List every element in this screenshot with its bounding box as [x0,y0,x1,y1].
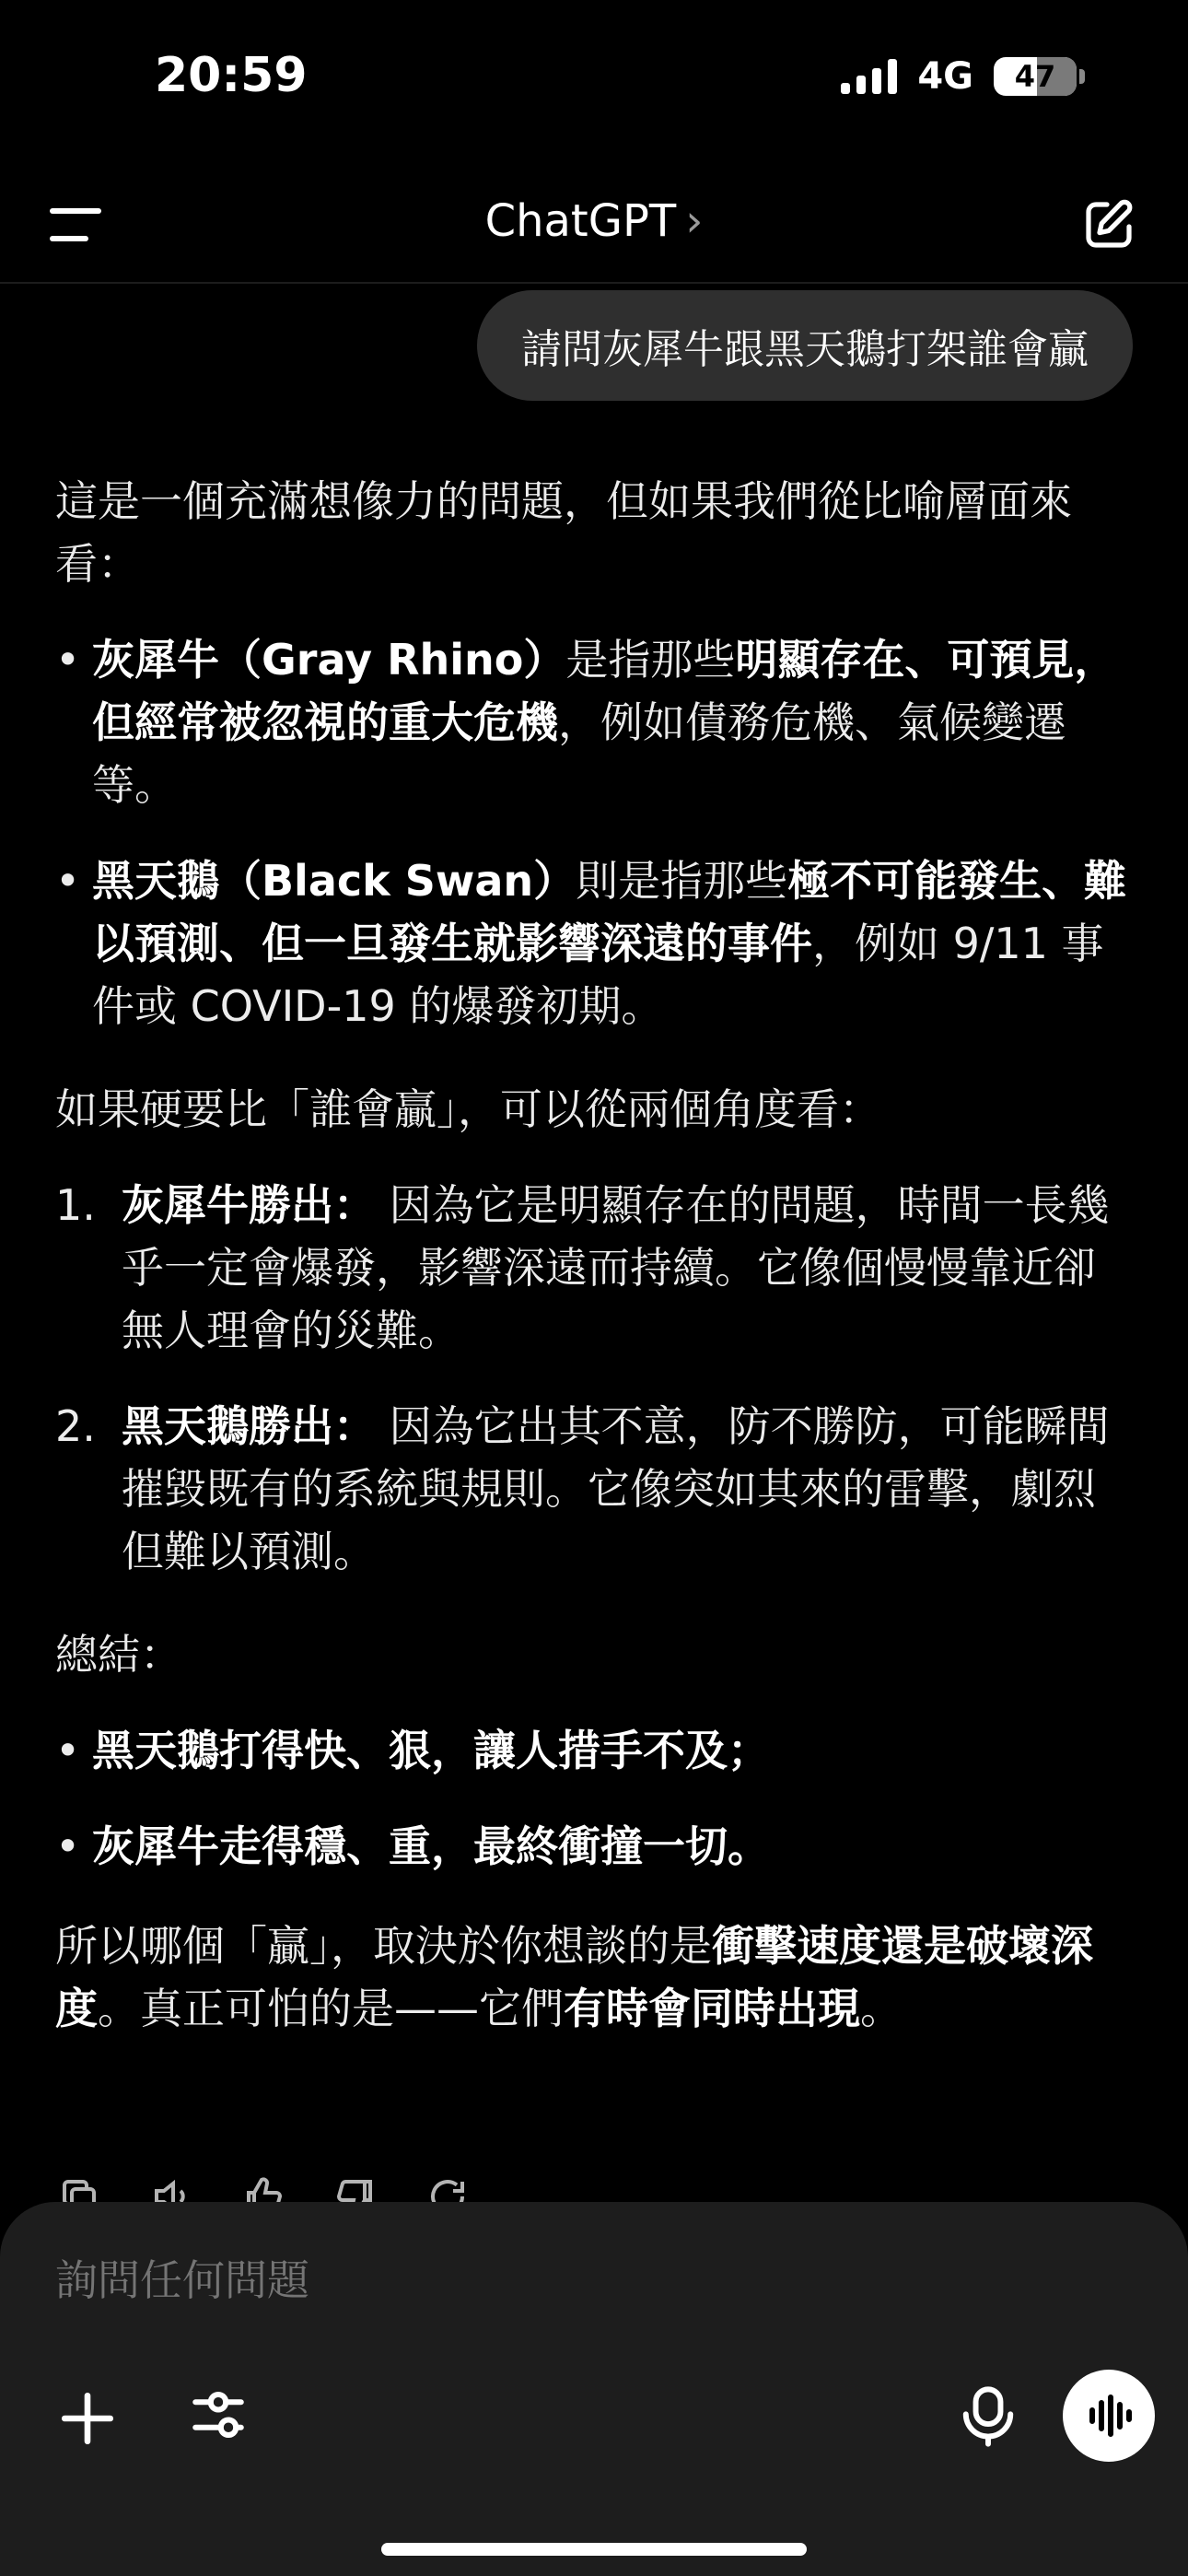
new-chat-icon[interactable] [1079,195,1138,254]
perspective-item: 2. 黑天鵝勝出： 因為它出其不意，防不勝防，可能瞬間摧毀既有的系統與規則。它像突如其來的雷擊，劇烈但難以預測。 [55,1401,1110,1576]
status-time: 20:59 [155,48,308,103]
perspective-item: 1. 灰犀牛勝出： 因為它是明顯存在的問題，時間一長幾乎一定會爆發，影響深遠而持續。它像個慢慢靠近卻無人理會的災難。 [55,1180,1110,1355]
battery-icon [994,57,1085,96]
network-type: 4G [917,55,973,98]
status-indicators [841,55,1085,98]
plus-icon[interactable] [57,2388,118,2449]
chevron-right-icon: › [685,195,704,247]
user-message-bubble: 請問灰犀牛跟黑天鵝打架誰會贏 [477,290,1133,401]
summary-item: • 黑天鵝打得快、狠，讓人措手不及； [55,1719,1133,1782]
definition-item: • 黑天鵝（Black Swan）則是指那些極不可能發生、難以預測、但一旦發生就影響深遠的事件，例如 9/11 事件或 COVID-19 的爆發初期。 [55,849,1133,1037]
battery-level: 47 [1014,59,1056,94]
definition-item: • 灰犀牛（Gray Rhino）是指那些明顯存在、可預見，但經常被忽視的重大危機，例如債務危機、氣候變遷等。 [55,628,1133,816]
waveform-icon [1083,2390,1135,2441]
home-indicator [381,2543,807,2556]
summary-item: • 灰犀牛走得穩、重，最終衝撞一切。 [55,1815,1133,1878]
perspective-list [55,1174,1133,1583]
settings-sliders-icon[interactable] [188,2384,249,2445]
answer-conclusion: 所以哪個「贏」，取決於你想談的是衝擊速度還是破壞深度。真正可怕的是——它們有時會同時出現。 [55,1921,1093,2033]
model-selector[interactable] [0,195,1188,247]
voice-mode-button[interactable] [1063,2370,1155,2462]
header-divider [0,282,1188,284]
definition-list [55,628,1133,1037]
answer-intro: 這是一個充滿想像力的問題，但如果我們從比喻層面來看： [55,476,1072,589]
app-title: ChatGPT [484,195,677,247]
cellular-signal-icon [841,59,897,94]
message-input[interactable] [55,2255,884,2305]
summary-label: 總結： [55,1630,182,1680]
assistant-message [55,470,1133,2040]
summary-list [55,1719,1133,1878]
microphone-icon[interactable] [960,2384,1017,2449]
answer-transition: 如果硬要比「誰會贏」，可以從兩個角度看： [55,1084,881,1134]
